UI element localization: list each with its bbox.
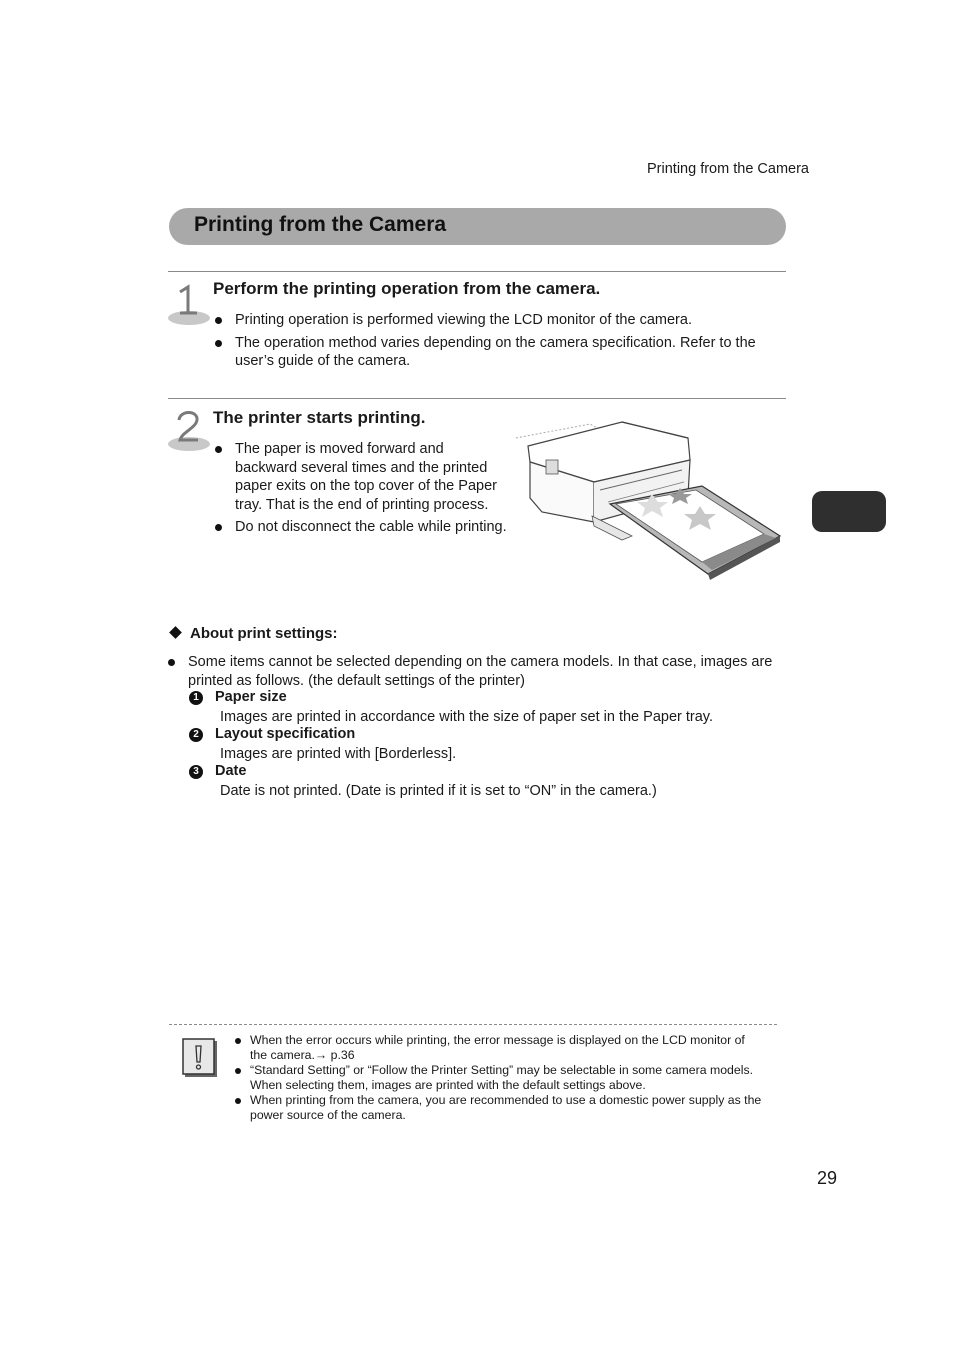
list-item: The operation method varies depending on the camera specification. Refer to the user’s guide of the camera. xyxy=(213,334,778,371)
list-item: When printing from the camera, you are recommended to use a domestic power supply as the power source of the camera. xyxy=(234,1093,764,1123)
running-header: Printing from the Camera xyxy=(647,161,809,177)
chapter-side-tab xyxy=(812,491,886,532)
section-title-bar xyxy=(169,208,786,245)
paper-size-title: Paper size xyxy=(215,689,287,705)
number-2-icon: 2 xyxy=(189,728,203,742)
number-3-icon: 3 xyxy=(189,765,203,779)
note-list xyxy=(234,1033,764,1123)
list-item: Printing operation is performed viewing the LCD monitor of the camera. xyxy=(213,311,778,330)
step-1-number-icon xyxy=(166,280,212,328)
date-title: Date xyxy=(215,763,247,779)
number-1-icon: 1 xyxy=(189,691,203,705)
diamond-bullet-icon xyxy=(169,626,182,639)
bullet-icon xyxy=(168,659,175,666)
printer-illustration xyxy=(512,416,784,582)
step-2-divider xyxy=(168,398,786,399)
step-1-title: Perform the printing operation from the camera. xyxy=(213,279,601,298)
page-title: Printing from the Camera xyxy=(194,213,447,236)
step-2-number-icon xyxy=(166,406,212,454)
step-1-bullet-list xyxy=(213,311,778,375)
about-print-settings-heading xyxy=(168,625,337,642)
list-item: Do not disconnect the cable while printing. xyxy=(213,518,508,537)
about-intro: Some items cannot be selected depending on the camera models. In that case, images are printed as follows. (the default settings of the printer) xyxy=(188,654,773,689)
date-text: Date is not printed. (Date is printed if it is set to “ON” in the camera.) xyxy=(220,783,657,799)
list-item: The paper is moved forward and backward several times and the printed paper exits on the top cover of the Paper tray. That is the end of printing process. xyxy=(213,440,508,514)
caution-icon xyxy=(182,1038,218,1078)
layout-specification-title: Layout specification xyxy=(215,726,356,742)
list-item: “Standard Setting” or “Follow the Printer Setting” may be selectable in some camera models. When selecting them, images are printed with the default settings above. xyxy=(234,1063,764,1093)
layout-specification-text: Images are printed with [Borderless]. xyxy=(220,746,457,762)
list-item: When the error occurs while printing, the error message is displayed on the LCD monitor of the camera.→ p.36 xyxy=(234,1033,764,1063)
page-number: 29 xyxy=(817,1168,838,1188)
note-divider xyxy=(169,1024,777,1025)
step-2-bullet-list xyxy=(213,440,508,541)
step-1-divider xyxy=(168,271,786,272)
about-print-settings-title: About print settings: xyxy=(190,625,338,642)
step-2-title: The printer starts printing. xyxy=(213,408,426,427)
paper-size-text: Images are printed in accordance with the size of paper set in the Paper tray. xyxy=(220,709,713,725)
